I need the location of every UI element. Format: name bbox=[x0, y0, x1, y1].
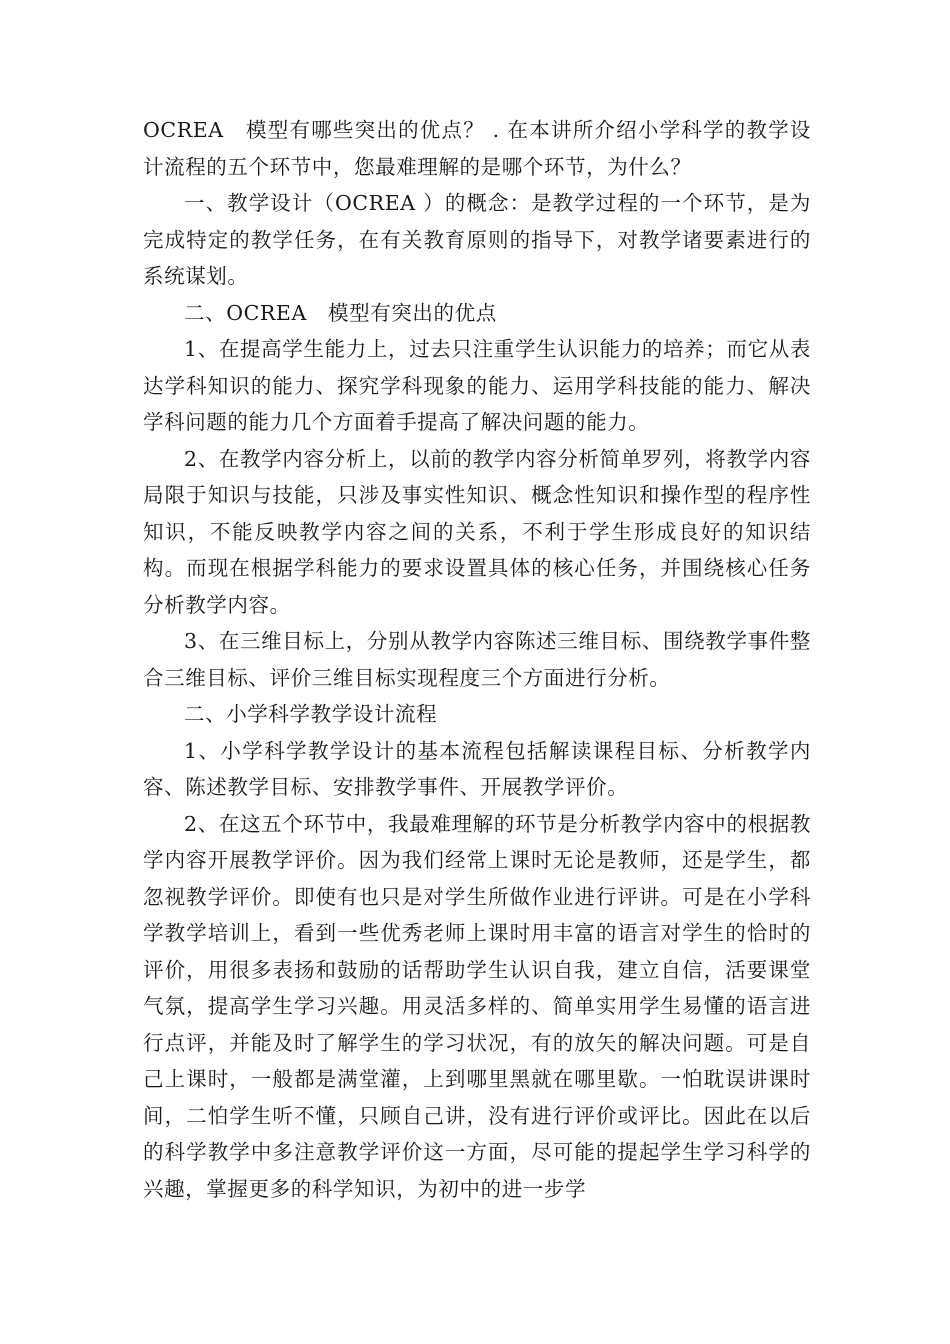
document-body bbox=[143, 112, 811, 1207]
section-heading-advantages: 二、OCREA 模型有突出的优点 bbox=[184, 300, 497, 325]
design-flow-item-1: 1、小学科学教学设计的基本流程包括解读课程目标、分析教学内容、陈述教学目标、安排教学事件、开展教学评价。 bbox=[143, 738, 811, 799]
section-heading-design-flow: 二、小学科学教学设计流程 bbox=[184, 702, 438, 726]
advantage-item-2: 2、在教学内容分析上，以前的教学内容分析简单罗列，将教学内容局限于知识与技能，只涉及事实性知识、概念性知识和操作型的程序性知识，不能反映教学内容之间的关系，不利于学生形成良好的知识结构。而现在根据学科能力的要求设置具体的核心任务，并围绕核心任务分析教学内容。 bbox=[143, 446, 811, 617]
advantage-item-1: 1、在提高学生能力上，过去只注重学生认识能力的培养；而它从表达学科知识的能力、探究学科现象的能力、运用学科技能的能力、解决学科问题的能力几个方面着手提高了解决问题的能力。 bbox=[143, 337, 811, 434]
concept-paragraph: 一、教学设计（OCREA ）的概念：是教学过程的一个环节，是为完成特定的教学任务，在有关教育原则的指导下，对教学诸要素进行的系统谋划。 bbox=[143, 191, 811, 288]
advantage-item-3: 3、在三维目标上，分别从教学内容陈述三维目标、围绕教学事件整合三维目标、评价三维目标实现程度三个方面进行分析。 bbox=[143, 629, 811, 690]
intro-question-paragraph: OCREA 模型有哪些突出的优点？ . 在本讲所介绍小学科学的教学设计流程的五个环节中，您最难理解的是哪个环节，为什么？ bbox=[143, 118, 811, 179]
design-flow-item-2: 2、在这五个环节中，我最难理解的环节是分析教学内容中的根据教学内容开展教学评价。因为我们经常上课时无论是教师，还是学生，都忽视教学评价。即使有也只是对学生所做作业进行评讲。可是在小学科学教学培训上，看到一些优秀老师上课时用丰富的语言对学生的恰时的评价，用很多表扬和鼓励的话帮助学生认识自我，建立自信，活要课堂气氛，提高学生学习兴趣。用灵活多样的、简单实用学生易懂的语言进行点评，并能及时了解学生的学习状况，有的放矢的解决问题。可是自己上课时，一般都是满堂灌，上到哪里黑就在哪里歇。一怕耽误讲课时间，二怕学生听不懂，只顾自己讲，没有进行评价或评比。因此在以后的科学教学中多注意教学评价这一方面，尽可能的提起学生学习科学的兴趣，掌握更多的科学知识，为初中的进一步学 bbox=[143, 811, 811, 1201]
